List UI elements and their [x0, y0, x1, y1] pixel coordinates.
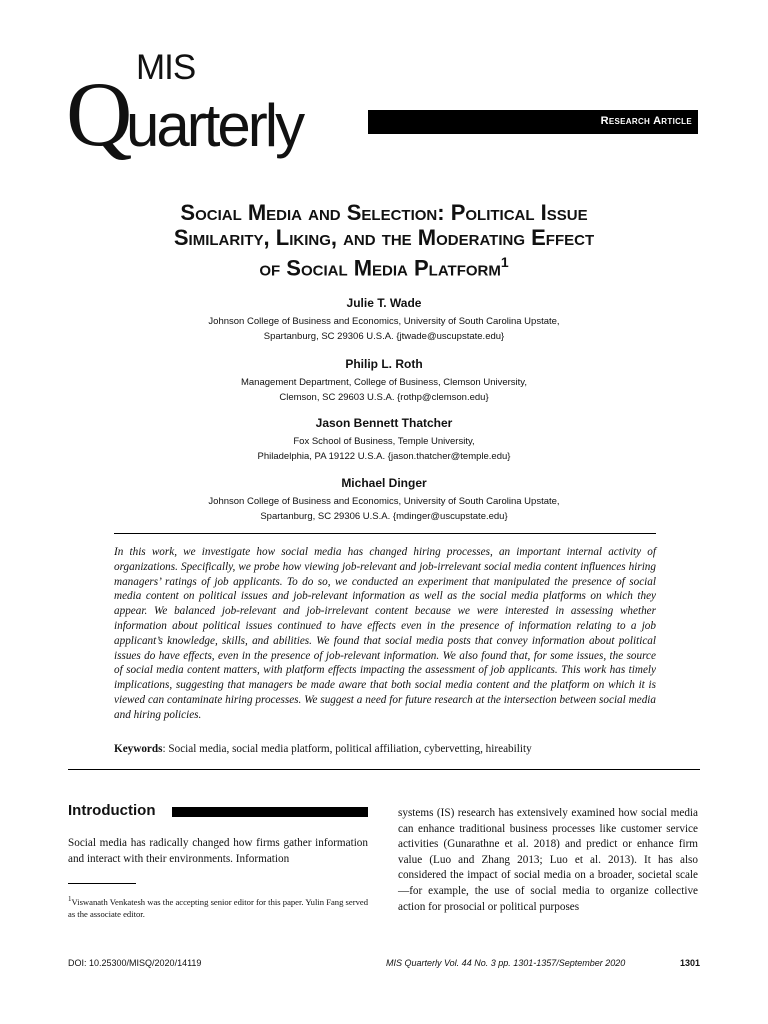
doi-text: DOI: 10.25300/MISQ/2020/14119: [68, 958, 202, 968]
author-name: Michael Dinger: [341, 476, 427, 490]
section-heading: Introduction: [68, 802, 156, 819]
author-block: [60, 296, 708, 344]
keywords-line: [114, 743, 674, 755]
heading-decoration-bar: [172, 807, 368, 817]
abstract-text: In this work, we investigate how social media has changed hiring processes, an important internal activity of organizations. Specifically, we probe how viewing job-relevant and job-irrelevant social media content influences hiring managers’ ratings of job applicants. To do so, we conducted an experiment that manipulated the presence of social media content on political issues and job-relevant information as well as the social media platforms on which they appear. We balanced job-relevant and job-irrelevant content because we were interested in assessing whether information about political issues continued to have effects even in the presence of information relating to a job applicant’s knowledge, skills, and abilities. We found that social media posts that convey information about political issues do have effects, even in the presence of job-relevant information. We also found that, for some issues, the source of social media content matters, with platform effects impacting the assessment of job applicants. This work has timely implications, suggesting that managers be made aware that both social media content and the platform on which it is viewed can contaminate hiring processes. We suggest a need for future research at the intersection between social media and hiring policies.: [114, 546, 656, 721]
title-line-3-text: of Social Media Platform: [259, 255, 501, 281]
author-affiliation: Johnson College of Business and Economics, University of South Carolina Upstate,: [208, 316, 560, 327]
section-divider-rule: [68, 769, 700, 770]
journal-logo: [66, 48, 346, 165]
article-type-label: Research Article: [600, 115, 692, 127]
author-block: [60, 416, 708, 464]
logo-quarterly-text: uarterly: [126, 92, 303, 159]
author-address: Philadelphia, PA 19122 U.S.A. {jason.thatcher@temple.edu}: [257, 451, 511, 462]
page-number: 1301: [680, 958, 701, 968]
title-line-3: [60, 250, 708, 280]
author-block: [60, 476, 708, 524]
keywords-label: Keywords: [114, 743, 163, 755]
author-name: Philip L. Roth: [345, 357, 423, 371]
logo-mis-text: MIS: [136, 48, 196, 87]
footnote-marker: 1: [68, 895, 72, 903]
footnote-rule: [68, 883, 136, 884]
author-name: Jason Bennett Thatcher: [315, 416, 453, 430]
author-affiliation: Fox School of Business, Temple University,: [293, 436, 475, 447]
title-footnote-marker: 1: [500, 254, 509, 270]
author-affiliation: Johnson College of Business and Economics, University of South Carolina Upstate,: [208, 496, 560, 507]
intro-left-column: Social media has radically changed how firms gather information and interact with their environments. Information: [68, 837, 368, 865]
keywords-text: : Social media, social media platform, political affiliation, cybervetting, hireability: [162, 743, 532, 755]
logo-q-letter: Q: [66, 63, 133, 165]
article-type-banner: [368, 110, 698, 134]
intro-right-column: systems (IS) research has extensively examined how social media can enhance traditional business processes like customer service activities (Gunarathne et al. 2018) and predict or enhance firm value (Luo and Zhang 2013; Luo et al. 2013). It has also considered the impact of social media on a broader, societal scale—for example, the use of social media to organize collective action for prosocial or political purposes: [398, 807, 698, 913]
title-line-2: Similarity, Liking, and the Moderating Effect: [173, 225, 595, 250]
journal-citation: MIS Quarterly Vol. 44 No. 3 pp. 1301-1357/September 2020: [386, 958, 626, 968]
title-line-1: Social Media and Selection: Political Issue: [180, 200, 588, 225]
footnote-text: Viswanath Venkatesh was the accepting senior editor for this paper. Yulin Fang served as the associate editor.: [68, 896, 368, 919]
author-address: Spartanburg, SC 29306 U.S.A. {mdinger@uscupstate.edu}: [260, 511, 508, 522]
author-address: Spartanburg, SC 29306 U.S.A. {jtwade@uscupstate.edu}: [263, 331, 505, 342]
paper-title: [60, 200, 708, 280]
footnote: [68, 893, 368, 920]
author-block: [60, 357, 708, 405]
author-affiliation: Management Department, College of Business, Clemson University,: [240, 377, 527, 388]
author-name: Julie T. Wade: [346, 296, 422, 310]
abstract-top-rule: [114, 533, 656, 534]
author-address: Clemson, SC 29603 U.S.A. {rothp@clemson.edu}: [279, 392, 489, 403]
